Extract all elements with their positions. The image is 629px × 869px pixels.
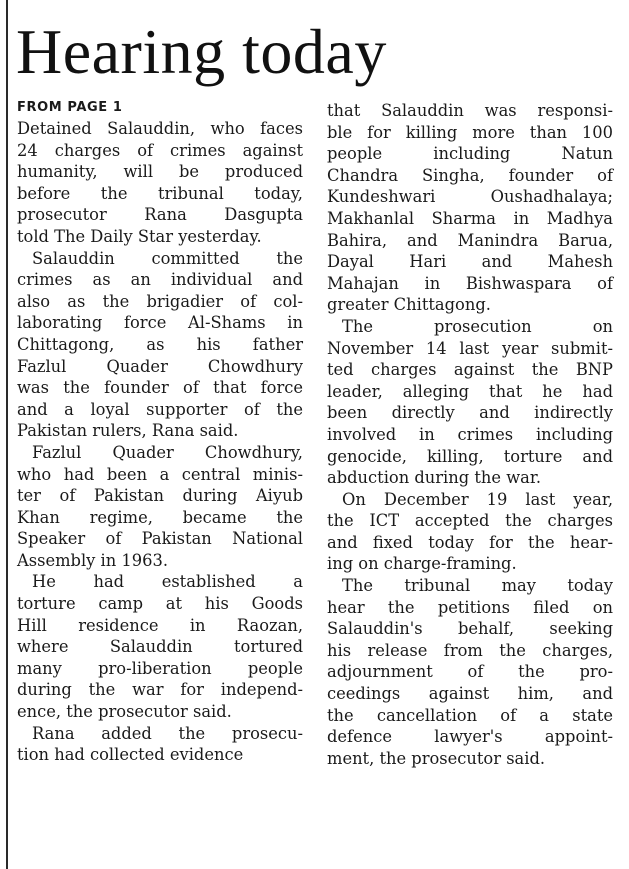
text-line: before the tribunal today, [17, 183, 303, 203]
text-line: that Salauddin was responsi- [327, 101, 613, 120]
text-line: Hill residence in Raozan, [17, 615, 303, 635]
text-line: ence, the prosecutor said. [17, 702, 232, 722]
text-line: Fazlul Quader Chowdhury [17, 356, 303, 376]
paragraph [17, 723, 303, 766]
article-column-left [17, 100, 303, 766]
text-line: ted charges against the BNP [327, 360, 613, 380]
text-line: laborating force Al-Shams in [17, 313, 303, 333]
text-line: the cancellation of a state [327, 705, 613, 725]
paragraph [17, 248, 303, 442]
text-line: where Salauddin tortured [17, 637, 303, 657]
text-line: The prosecution on [342, 316, 613, 336]
text-line: Speaker of Pakistan National [17, 529, 303, 549]
headline: Hearing today [16, 16, 387, 87]
text-line: torture camp at his Goods [17, 594, 303, 614]
paragraph [17, 442, 303, 572]
text-line: Chandra Singha, founder of [327, 165, 613, 185]
text-line: The tribunal may today [342, 576, 613, 596]
paragraph [327, 575, 613, 769]
text-line: his release from the charges, [327, 640, 613, 660]
text-line: was the founder of that force [17, 378, 303, 398]
text-line: greater Chittagong. [327, 295, 491, 315]
text-line: ing on charge-framing. [327, 554, 517, 574]
text-line: hear the petitions filed on [327, 597, 613, 617]
text-line: many pro-liberation people [17, 658, 303, 678]
paragraph [327, 489, 613, 575]
text-line: ter of Pakistan during Aiyub [17, 486, 303, 506]
text-line: prosecutor Rana Dasgupta [17, 205, 303, 225]
paragraph [327, 100, 613, 316]
text-line: tion had collected evidence [17, 745, 244, 765]
text-line: Salauddin committed the [32, 248, 303, 268]
text-line: November 14 last year submit- [327, 338, 613, 358]
column-rule [6, 0, 8, 869]
text-line: ceedings against him, and [327, 684, 613, 704]
text-line: Makhanlal Sharma in Madhya [327, 208, 613, 228]
paragraph [17, 571, 303, 722]
continuation-kicker: FROM PAGE 1 [17, 100, 123, 115]
text-line: during the war for independ- [17, 680, 303, 700]
text-line: and a loyal supporter of the [17, 399, 303, 419]
text-line: adjournment of the pro- [327, 662, 613, 682]
text-line: Salauddin's behalf, seeking [327, 619, 613, 639]
text-line: Mahajan in Bishwaspara of [327, 273, 613, 293]
text-line: ment, the prosecutor said. [327, 748, 546, 768]
paragraph [17, 118, 303, 248]
text-line: On December 19 last year, [342, 489, 613, 509]
text-line: Pakistan rulers, Rana said. [17, 421, 239, 441]
text-line: who had been a central minis- [17, 464, 303, 484]
text-line: humanity, will be produced [17, 162, 303, 182]
text-line: people including Natun [327, 144, 613, 164]
text-line: Kundeshwari Oushadhalaya; [327, 187, 613, 207]
text-line: Fazlul Quader Chowdhury, [32, 442, 303, 462]
text-line: and fixed today for the hear- [327, 532, 613, 552]
text-line: Chittagong, as his father [17, 334, 303, 354]
text-line: 24 charges of crimes against [17, 140, 303, 160]
text-line: Khan regime, became the [17, 507, 303, 527]
text-line: told The Daily Star yesterday. [17, 226, 262, 246]
text-line: defence lawyer's appoint- [327, 727, 613, 747]
text-line: He had established a [32, 572, 303, 592]
text-line: genocide, killing, torture and [327, 446, 613, 466]
text-line: leader, alleging that he had [327, 381, 613, 401]
text-line: the ICT accepted the charges [327, 511, 613, 531]
paragraph [327, 316, 613, 489]
text-line: Bahira, and Manindra Barua, [327, 230, 613, 250]
text-line: Assembly in 1963. [17, 550, 169, 570]
text-line: Detained Salauddin, who faces [17, 119, 303, 138]
text-line: crimes as an individual and [17, 270, 303, 290]
article-column-right [327, 100, 613, 769]
text-line: ble for killing more than 100 [327, 122, 613, 142]
text-line: involved in crimes including [327, 424, 613, 444]
text-line: also as the brigadier of col- [17, 291, 303, 311]
text-line: Rana added the prosecu- [32, 723, 303, 743]
text-line: abduction during the war. [327, 468, 542, 488]
text-line: Dayal Hari and Mahesh [327, 252, 613, 272]
text-line: been directly and indirectly [327, 403, 613, 423]
